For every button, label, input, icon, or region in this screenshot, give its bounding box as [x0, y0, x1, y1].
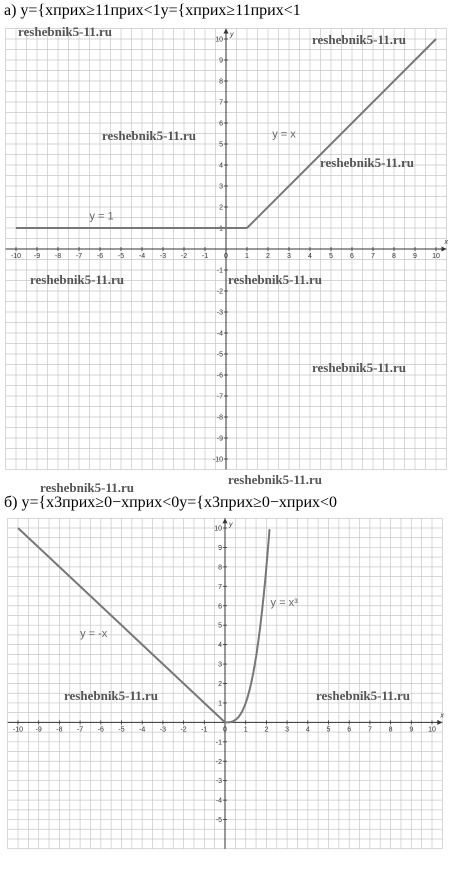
series-label: y = 1	[89, 210, 114, 223]
y-tick-label: 10	[214, 525, 222, 533]
x-tick-label: 1	[243, 726, 248, 734]
x-tick-label: 10	[432, 253, 440, 260]
y-tick-label: -10	[212, 456, 223, 464]
y-tick-label: 3	[219, 183, 223, 191]
x-tick-label: -10	[12, 726, 24, 734]
x-tick-label: -6	[96, 253, 104, 260]
x-tick-label: 2	[266, 253, 270, 260]
x-tick-label: 4	[305, 726, 310, 734]
watermark: reshebnik5-11.ru	[18, 24, 113, 39]
y-axis-label: y	[230, 31, 234, 39]
x-tick-label: 8	[388, 726, 393, 734]
x-tick-label: -6	[97, 726, 104, 734]
y-tick-label: 8	[219, 78, 223, 86]
chart-a-title: а) y={xприх≥11прих<1y={xприх≥11прих<1	[4, 2, 301, 19]
watermark: reshebnik5-11.ru	[320, 155, 415, 170]
x-tick-label: -5	[118, 726, 125, 734]
y-tick-label: 4	[219, 162, 223, 170]
x-tick-label: 9	[409, 726, 414, 734]
x-tick-label: 0	[224, 253, 228, 260]
watermark: reshebnik5-11.ru	[228, 272, 323, 287]
y-tick-label: -5	[216, 351, 223, 359]
watermark: reshebnik5-11.ru	[64, 688, 159, 703]
series-label: y = x³	[270, 596, 298, 609]
y-tick-label: 7	[218, 583, 222, 591]
y-tick-label: 10	[215, 36, 223, 44]
watermark: reshebnik5-11.ru	[312, 360, 407, 375]
x-tick-label: 9	[413, 253, 417, 260]
y-tick-label: -4	[216, 330, 223, 338]
y-tick-label: 4	[218, 642, 222, 650]
y-tick-label: -3	[216, 309, 223, 317]
y-tick-label: -3	[215, 778, 222, 786]
x-tick-label: -9	[33, 253, 41, 260]
y-axis-label: y	[229, 521, 233, 529]
y-axis-arrow	[223, 518, 228, 523]
y-tick-label: -2	[215, 758, 222, 766]
x-tick-label: -1	[201, 726, 208, 734]
x-axis-label: x	[440, 712, 444, 720]
x-tick-label: 5	[326, 726, 331, 734]
x-tick-label: -3	[159, 726, 167, 734]
x-tick-label: -1	[201, 253, 209, 260]
watermark: reshebnik5-11.ru	[102, 128, 197, 143]
y-tick-label: 1	[219, 225, 223, 233]
x-tick-label: 0	[223, 726, 227, 734]
watermark: reshebnik5-11.ru	[312, 32, 407, 47]
y-axis-arrow	[224, 29, 229, 34]
x-tick-label: -7	[75, 253, 83, 260]
y-tick-label: -2	[216, 288, 223, 296]
x-tick-label: -9	[35, 726, 42, 734]
y-tick-label: 1	[218, 700, 222, 708]
x-tick-label: 8	[392, 253, 396, 260]
x-tick-label: 6	[350, 253, 354, 260]
x-tick-label: 10	[428, 726, 436, 734]
x-tick-label: 2	[264, 726, 269, 734]
x-tick-label: 7	[371, 253, 375, 260]
series-label: y = x	[272, 128, 296, 141]
y-tick-label: 7	[219, 99, 223, 107]
x-axis-label: x	[444, 239, 448, 246]
y-tick-label: -4	[215, 797, 222, 805]
chart-b	[0, 514, 453, 859]
y-tick-label: -5	[215, 817, 222, 825]
x-tick-label: 1	[245, 253, 249, 260]
x-tick-label: -5	[117, 253, 125, 260]
x-tick-label: 3	[287, 253, 291, 260]
chart-a	[0, 22, 453, 472]
x-tick-label: 7	[367, 726, 372, 734]
y-tick-label: 6	[218, 603, 222, 611]
y-tick-label: -7	[216, 393, 223, 401]
y-tick-label: -8	[216, 414, 223, 422]
x-tick-label: -7	[76, 726, 84, 734]
y-tick-label: -1	[216, 267, 223, 275]
y-tick-label: 9	[218, 544, 222, 552]
x-tick-label: 3	[285, 726, 290, 734]
x-tick-label: -10	[10, 253, 22, 260]
y-tick-label: 5	[218, 622, 222, 630]
y-tick-label: -6	[216, 372, 223, 380]
x-tick-label: -3	[159, 253, 167, 260]
y-tick-label: 2	[218, 681, 222, 688]
y-tick-label: 9	[219, 57, 223, 65]
y-tick-label: 5	[219, 141, 223, 149]
chart-b-title: б) y={x3прих≥0−xприх<0y={x3прих≥0−xприх<0	[4, 494, 338, 511]
x-tick-label: 6	[347, 726, 352, 734]
y-tick-label: 3	[218, 661, 222, 669]
watermark: reshebnik5-11.ru	[30, 272, 125, 287]
x-axis-arrow	[437, 720, 442, 725]
x-tick-label: 4	[308, 253, 312, 260]
x-tick-label: -8	[56, 726, 63, 734]
y-tick-label: 8	[218, 564, 222, 572]
x-tick-label: -4	[138, 253, 146, 260]
y-tick-label: 2	[219, 204, 223, 212]
x-tick-label: -2	[180, 253, 188, 260]
y-tick-label: 6	[219, 120, 223, 128]
y-tick-label: -9	[216, 435, 223, 443]
x-axis-arrow	[442, 247, 447, 252]
x-tick-label: -8	[54, 253, 62, 260]
watermark: reshebnik5-11.ru	[40, 480, 135, 495]
x-tick-label: 5	[329, 253, 333, 260]
watermark: reshebnik5-11.ru	[316, 688, 411, 703]
x-tick-label: -4	[139, 726, 146, 734]
watermark: reshebnik5-11.ru	[228, 472, 323, 487]
series-label: y = -x	[80, 627, 108, 640]
x-tick-label: -2	[180, 726, 187, 734]
y-tick-label: -1	[215, 739, 222, 747]
